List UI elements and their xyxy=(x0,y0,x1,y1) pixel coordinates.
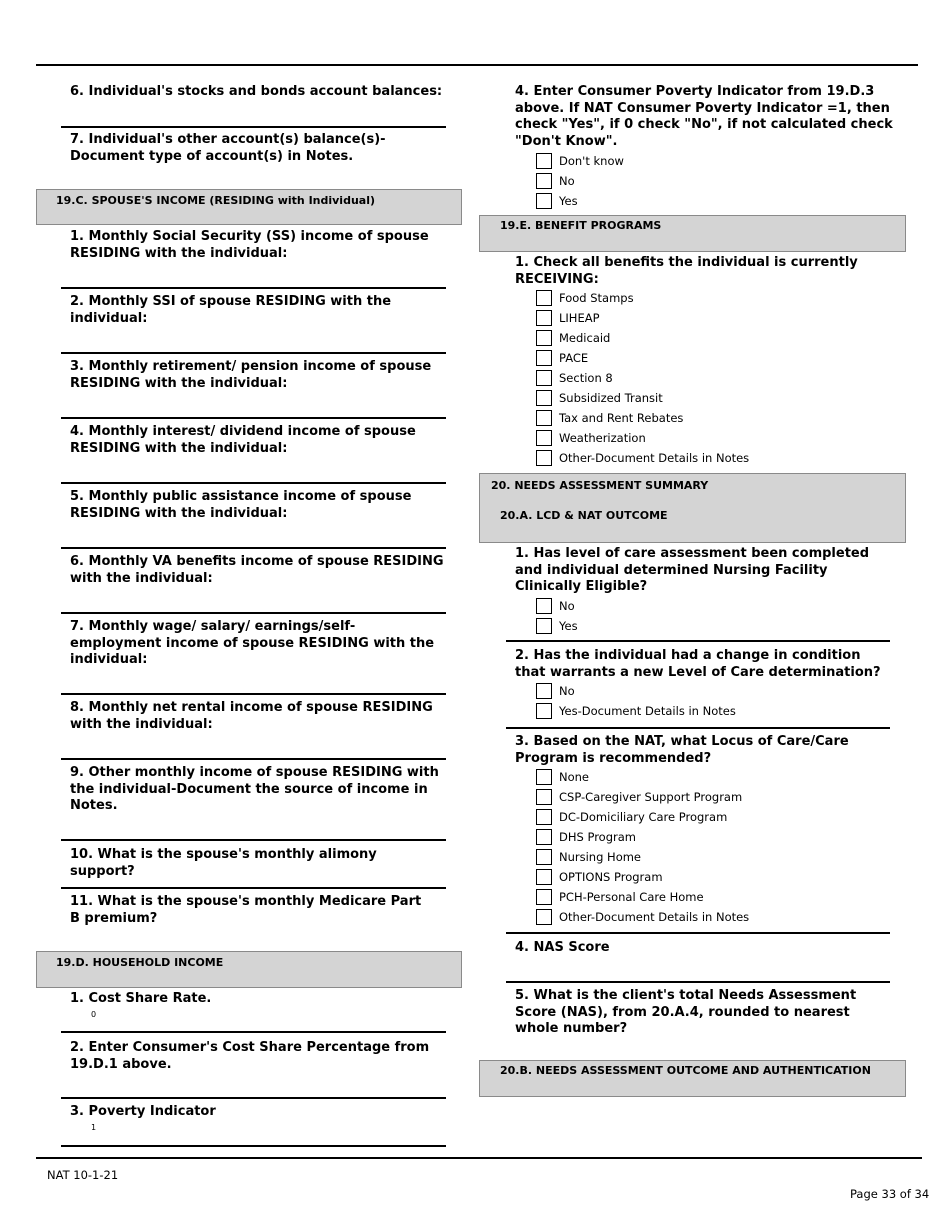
checkbox[interactable] xyxy=(536,370,552,386)
checkbox[interactable] xyxy=(536,410,552,426)
option-label: Subsidized Transit xyxy=(559,391,663,405)
question-19c-10: 10. What is the spouse's monthly alimony support? xyxy=(70,847,377,879)
option-label: Other-Document Details in Notes xyxy=(559,910,750,924)
section-20-header: 20. NEEDS ASSESSMENT SUMMARY xyxy=(479,473,906,507)
section-19e-header: 19.E. BENEFIT PROGRAMS xyxy=(479,215,906,252)
option-label: Yes-Document Details in Notes xyxy=(559,704,736,718)
checkbox[interactable] xyxy=(536,350,552,366)
question-19d-1: 1. Cost Share Rate. xyxy=(70,991,212,1006)
checkbox[interactable] xyxy=(536,450,552,466)
bottom-rule xyxy=(36,1157,922,1159)
checkbox[interactable] xyxy=(536,909,552,925)
divider xyxy=(506,981,890,983)
option-label: LIHEAP xyxy=(559,311,600,325)
option-label: Other-Document Details in Notes xyxy=(559,451,750,465)
question-19d-4: 4. Enter Consumer Poverty Indicator from 19.D.3 above. If NAT Consumer Poverty Indicator =1, then check "Yes", if 0 check "No", if not calculated check "Don't Know". xyxy=(515,84,893,149)
option-label: No xyxy=(559,599,575,613)
option-label: Medicaid xyxy=(559,331,611,345)
question-20a-5: 5. What is the client's total Needs Assessment Score (NAS), from 20.A.4, rounded to nearest whole number? xyxy=(515,988,857,1036)
form-identifier: NAT 10-1-21 xyxy=(47,1168,119,1182)
option-label: Yes xyxy=(559,194,578,208)
question-19c-7: 7. Monthly wage/ salary/ earnings/self-employment income of spouse RESIDING with the individual: xyxy=(70,619,435,667)
divider xyxy=(61,547,446,549)
question-19c-4: 4. Monthly interest/ dividend income of spouse RESIDING with the individual: xyxy=(70,424,416,456)
question-19d-3: 3. Poverty Indicator xyxy=(70,1104,216,1119)
divider xyxy=(61,287,446,289)
question-7-other-accounts: 7. Individual's other account(s) balance(s)-Document type of account(s) in Notes. xyxy=(70,132,386,164)
question-19c-3: 3. Monthly retirement/ pension income of spouse RESIDING with the individual: xyxy=(70,359,432,391)
divider xyxy=(506,932,890,934)
poverty-indicator-value: 1 xyxy=(91,1123,97,1132)
divider xyxy=(61,758,446,760)
checkbox[interactable] xyxy=(536,153,552,169)
option-label: None xyxy=(559,770,590,784)
divider xyxy=(61,612,446,614)
divider xyxy=(61,693,446,695)
question-19c-1: 1. Monthly Social Security (SS) income of spouse RESIDING with the individual: xyxy=(70,229,429,261)
option-label: No xyxy=(559,174,575,188)
checkbox[interactable] xyxy=(536,683,552,699)
question-20a-4-nas-score: 4. NAS Score xyxy=(515,940,610,955)
checkbox[interactable] xyxy=(536,849,552,865)
option-label: No xyxy=(559,684,575,698)
option-label: Don't know xyxy=(559,154,624,168)
divider xyxy=(61,417,446,419)
divider xyxy=(61,1145,446,1147)
divider xyxy=(506,727,890,729)
question-19d-2: 2. Enter Consumer's Cost Share Percentage from 19.D.1 above. xyxy=(70,1040,430,1072)
option-label: Food Stamps xyxy=(559,291,634,305)
option-label: DC-Domiciliary Care Program xyxy=(559,810,728,824)
checkbox[interactable] xyxy=(536,310,552,326)
checkbox[interactable] xyxy=(536,173,552,189)
top-rule xyxy=(36,64,918,66)
question-19c-2: 2. Monthly SSI of spouse RESIDING with the individual: xyxy=(70,294,392,326)
divider xyxy=(61,126,446,128)
checkbox[interactable] xyxy=(536,290,552,306)
divider xyxy=(61,839,446,841)
question-19e-1: 1. Check all benefits the individual is currently RECEIVING: xyxy=(515,255,858,287)
option-label: Nursing Home xyxy=(559,850,642,864)
option-label: Tax and Rent Rebates xyxy=(559,411,684,425)
option-label: Section 8 xyxy=(559,371,613,385)
cost-share-rate-value: 0 xyxy=(91,1010,97,1019)
option-label: DHS Program xyxy=(559,830,636,844)
section-20a-header: 20.A. LCD & NAT OUTCOME xyxy=(479,506,906,543)
question-6-stocks-bonds: 6. Individual's stocks and bonds account balances: xyxy=(70,84,443,99)
option-label: PCH-Personal Care Home xyxy=(559,890,704,904)
checkbox[interactable] xyxy=(536,869,552,885)
question-20a-3: 3. Based on the NAT, what Locus of Care/Care Program is recommended? xyxy=(515,734,849,766)
option-label: OPTIONS Program xyxy=(559,870,663,884)
checkbox[interactable] xyxy=(536,703,552,719)
question-19c-8: 8. Monthly net rental income of spouse RESIDING with the individual: xyxy=(70,700,433,732)
divider xyxy=(61,482,446,484)
question-19c-6: 6. Monthly VA benefits income of spouse RESIDING with the individual: xyxy=(70,554,444,586)
checkbox[interactable] xyxy=(536,789,552,805)
checkbox[interactable] xyxy=(536,769,552,785)
checkbox[interactable] xyxy=(536,889,552,905)
page-number: Page 33 of 34 xyxy=(850,1187,930,1201)
divider xyxy=(506,640,890,642)
option-label: CSP-Caregiver Support Program xyxy=(559,790,743,804)
checkbox[interactable] xyxy=(536,809,552,825)
divider xyxy=(61,1031,446,1033)
checkbox[interactable] xyxy=(536,193,552,209)
checkbox[interactable] xyxy=(536,598,552,614)
checkbox[interactable] xyxy=(536,390,552,406)
question-19c-11: 11. What is the spouse's monthly Medicare Part B premium? xyxy=(70,894,422,926)
section-19d-header: 19.D. HOUSEHOLD INCOME xyxy=(36,951,462,988)
question-19c-5: 5. Monthly public assistance income of spouse RESIDING with the individual: xyxy=(70,489,412,521)
divider xyxy=(61,1097,446,1099)
checkbox[interactable] xyxy=(536,829,552,845)
option-label: Weatherization xyxy=(559,431,646,445)
section-19c-header: 19.C. SPOUSE'S INCOME (RESIDING with Individual) xyxy=(36,189,462,225)
question-20a-1: 1. Has level of care assessment been completed and individual determined Nursing Facility Clinically Eligible? xyxy=(515,546,870,594)
question-19c-9: 9. Other monthly income of spouse RESIDING with the individual-Document the source of income in Notes. xyxy=(70,765,439,813)
divider xyxy=(61,887,446,889)
checkbox[interactable] xyxy=(536,430,552,446)
divider xyxy=(61,352,446,354)
checkbox[interactable] xyxy=(536,330,552,346)
option-label: PACE xyxy=(559,351,589,365)
question-20a-2: 2. Has the individual had a change in condition that warrants a new Level of Care determination? xyxy=(515,648,881,680)
checkbox[interactable] xyxy=(536,618,552,634)
section-20b-header: 20.B. NEEDS ASSESSMENT OUTCOME AND AUTHENTICATION xyxy=(479,1060,906,1097)
option-label: Yes xyxy=(559,619,578,633)
